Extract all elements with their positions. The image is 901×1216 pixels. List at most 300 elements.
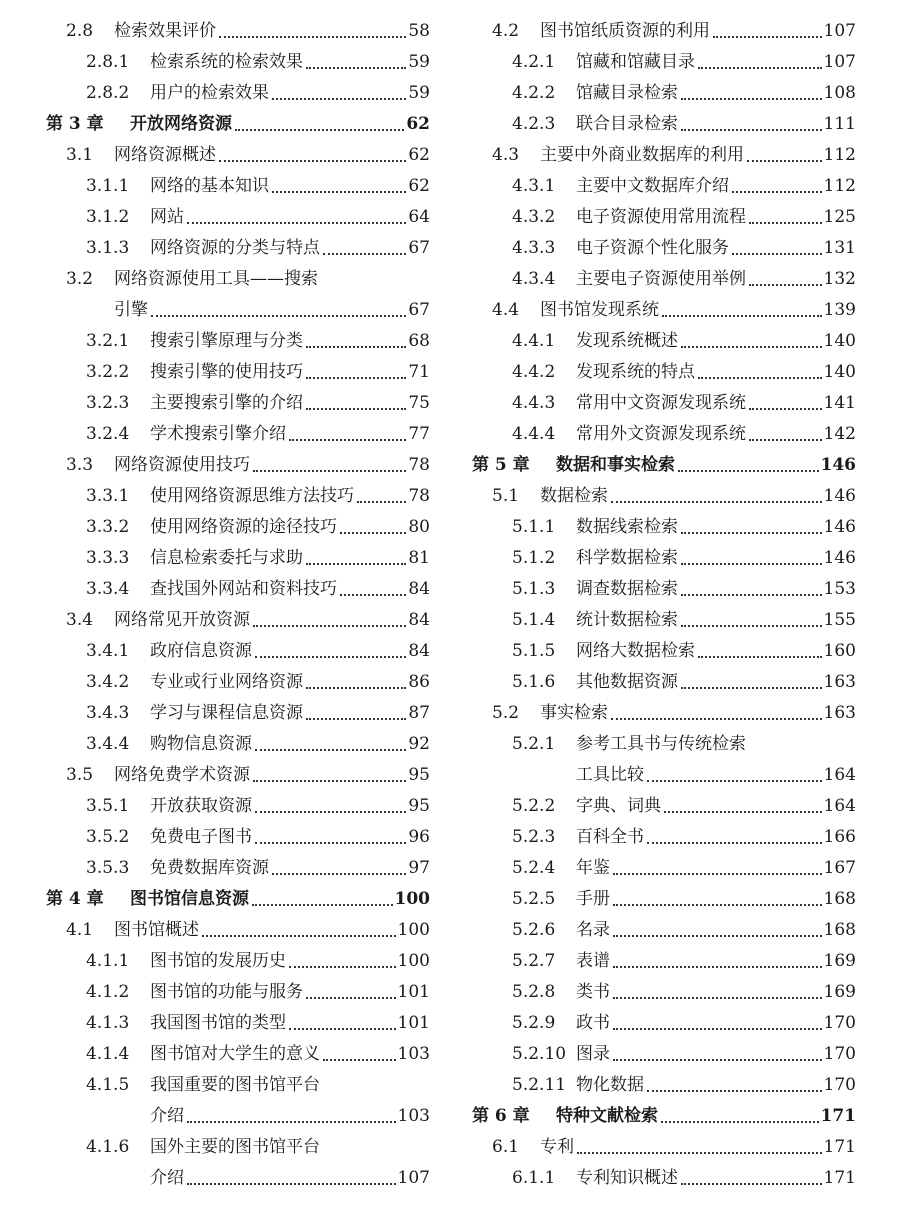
toc-entry-sub xyxy=(46,47,430,78)
toc-entry-sub xyxy=(46,1070,430,1101)
toc-entry-number: 5.2 xyxy=(492,703,520,723)
toc-entry-number: 4.2.1 xyxy=(512,52,556,72)
dot-leader xyxy=(306,718,406,720)
toc-entry-title: 数据线索检索 xyxy=(576,517,678,537)
toc-entry-title: 图书馆对大学生的意义 xyxy=(150,1044,320,1064)
dot-leader xyxy=(698,377,822,379)
toc-entry-title: 馆藏目录检索 xyxy=(576,83,678,103)
toc-entry-page: 108 xyxy=(823,83,856,103)
toc-entry-sub xyxy=(472,853,856,884)
toc-entry-page: 164 xyxy=(823,765,856,785)
toc-entry-title: 图书馆概述 xyxy=(114,920,199,940)
toc-entry-title: 网络资源的分类与特点 xyxy=(150,238,320,258)
toc-entry-sub xyxy=(472,915,856,946)
toc-entry-title: 我国图书馆的类型 xyxy=(150,1013,286,1033)
dot-leader xyxy=(749,439,822,441)
dot-leader xyxy=(611,501,822,503)
toc-entry-number: 3.1 xyxy=(66,145,94,165)
toc-entry-number: 5.2.5 xyxy=(512,889,556,909)
toc-entry-title: 物化数据 xyxy=(576,1075,644,1095)
toc-entry-sub xyxy=(472,202,856,233)
toc-entry-title: 事实检索 xyxy=(540,703,608,723)
toc-entry-sub xyxy=(46,388,430,419)
toc-entry-number: 2.8.1 xyxy=(86,52,130,72)
toc-entry-chapter xyxy=(46,884,430,915)
toc-entry-sub xyxy=(46,78,430,109)
toc-entry-sub xyxy=(46,326,430,357)
toc-entry-title: 专利知识概述 xyxy=(576,1168,678,1188)
toc-entry-title: 表谱 xyxy=(576,951,610,971)
toc-entry-page: 166 xyxy=(823,827,856,847)
toc-entry-page: 171 xyxy=(823,1168,856,1188)
toc-entry-title: 搜索引擎的使用技巧 xyxy=(150,362,303,382)
dot-leader xyxy=(151,315,406,317)
toc-entry-number: 3.4.2 xyxy=(86,672,130,692)
toc-entry-title: 开放获取资源 xyxy=(150,796,252,816)
toc-entry-title: 特种文献检索 xyxy=(556,1106,658,1126)
toc-entry-number: 5.2.4 xyxy=(512,858,556,878)
toc-entry-page: 58 xyxy=(408,21,430,41)
toc-entry-title: 政书 xyxy=(576,1013,610,1033)
toc-entry-chapter xyxy=(46,109,430,140)
toc-entry-page: 171 xyxy=(823,1137,856,1157)
toc-entry-section xyxy=(472,295,856,326)
toc-entry-number: 4.3.2 xyxy=(512,207,556,227)
dot-leader xyxy=(272,191,406,193)
toc-entry-title: 开放网络资源 xyxy=(130,114,232,134)
dot-leader xyxy=(219,36,406,38)
toc-entry-number: 4.3 xyxy=(492,145,520,165)
toc-entry-page: 153 xyxy=(823,579,856,599)
dot-leader xyxy=(747,160,822,162)
toc-entry-section xyxy=(46,605,430,636)
dot-leader xyxy=(613,904,822,906)
toc-entry-number: 3.1.3 xyxy=(86,238,130,258)
toc-entry-sub xyxy=(46,233,430,264)
toc-entry-page: 100 xyxy=(397,951,430,971)
dot-leader xyxy=(681,687,822,689)
toc-entry-number: 5.2.1 xyxy=(512,734,556,754)
dot-leader xyxy=(323,253,406,255)
toc-entry-page: 131 xyxy=(823,238,856,258)
dot-leader xyxy=(749,222,822,224)
toc-entry-page: 140 xyxy=(823,331,856,351)
toc-entry-number: 3.3.4 xyxy=(86,579,130,599)
toc-entry-title: 专业或行业网络资源 xyxy=(150,672,303,692)
toc-entry-number: 4.1 xyxy=(66,920,94,940)
toc-entry-page: 59 xyxy=(408,52,430,72)
toc-entry-number: 5.2.8 xyxy=(512,982,556,1002)
dot-leader xyxy=(681,346,822,348)
dot-leader xyxy=(323,1059,396,1061)
toc-entry-number: 3.1.1 xyxy=(86,176,130,196)
dot-leader xyxy=(681,563,822,565)
toc-entry-sub xyxy=(46,729,430,760)
dot-leader xyxy=(613,966,822,968)
toc-entry-number: 4.1.2 xyxy=(86,982,130,1002)
toc-entry-title: 图书馆的功能与服务 xyxy=(150,982,303,1002)
toc-entry-page: 95 xyxy=(408,765,430,785)
toc-entry-title: 学习与课程信息资源 xyxy=(150,703,303,723)
toc-entry-page: 81 xyxy=(408,548,430,568)
toc-entry-page: 168 xyxy=(823,889,856,909)
toc-entry-number: 4.4.2 xyxy=(512,362,556,382)
toc-entry-sub xyxy=(472,1070,856,1101)
toc-entry-number: 3.4.1 xyxy=(86,641,130,661)
toc-column-left xyxy=(46,16,430,1194)
toc-entry-page: 140 xyxy=(823,362,856,382)
toc-entry-sub xyxy=(472,884,856,915)
toc-entry-sub xyxy=(472,264,856,295)
toc-entry-sub xyxy=(472,729,856,760)
toc-entry-sub xyxy=(46,946,430,977)
toc-entry-page: 67 xyxy=(408,238,430,258)
toc-entry-number: 3.2.1 xyxy=(86,331,130,351)
toc-entry-sub xyxy=(472,419,856,450)
toc-entry-title: 我国重要的图书馆平台 xyxy=(150,1075,320,1095)
toc-entry-section xyxy=(472,1132,856,1163)
toc-entry-title: 使用网络资源的途径技巧 xyxy=(150,517,337,537)
toc-entry-number: 5.1.5 xyxy=(512,641,556,661)
toc-entry-title: 网络资源使用工具——搜索 xyxy=(114,269,318,289)
toc-entry-sub xyxy=(46,171,430,202)
toc-entry-page: 84 xyxy=(408,579,430,599)
toc-column-right xyxy=(472,16,856,1194)
toc-entry-title: 科学数据检索 xyxy=(576,548,678,568)
toc-entry-page: 75 xyxy=(408,393,430,413)
toc-entry-title: 查找国外网站和资料技巧 xyxy=(150,579,337,599)
toc-entry-page: 67 xyxy=(408,300,430,320)
toc-entry-number: 3.4 xyxy=(66,610,94,630)
toc-entry-title: 信息检索委托与求助 xyxy=(150,548,303,568)
toc-entry-number: 3.3.3 xyxy=(86,548,130,568)
dot-leader xyxy=(272,98,406,100)
toc-entry-title: 网络大数据检索 xyxy=(576,641,695,661)
dot-leader xyxy=(681,129,822,131)
toc-entry-page: 168 xyxy=(823,920,856,940)
toc-entry-cont-sub xyxy=(472,760,856,791)
dot-leader xyxy=(252,904,393,906)
toc-entry-title: 图书馆的发展历史 xyxy=(150,951,286,971)
toc-entry-number: 5.2.9 xyxy=(512,1013,556,1033)
toc-entry-title: 介绍 xyxy=(150,1168,184,1188)
toc-entry-sub xyxy=(46,636,430,667)
toc-entry-number: 3.5.1 xyxy=(86,796,130,816)
toc-entry-section xyxy=(46,16,430,47)
toc-entry-sub xyxy=(46,543,430,574)
toc-entry-title: 主要中外商业数据库的利用 xyxy=(540,145,744,165)
toc-entry-title: 使用网络资源思维方法技巧 xyxy=(150,486,354,506)
toc-entry-page: 77 xyxy=(408,424,430,444)
toc-entry-page: 167 xyxy=(823,858,856,878)
toc-entry-page: 142 xyxy=(823,424,856,444)
toc-entry-sub xyxy=(46,574,430,605)
toc-entry-sub xyxy=(46,1132,430,1163)
toc-entry-title: 介绍 xyxy=(150,1106,184,1126)
toc-entry-page: 68 xyxy=(408,331,430,351)
toc-entry-page: 100 xyxy=(394,889,430,909)
toc-entry-number: 5.2.10 xyxy=(512,1044,567,1064)
toc-entry-number: 4.2.3 xyxy=(512,114,556,134)
toc-entry-number: 5.1.6 xyxy=(512,672,556,692)
dot-leader xyxy=(611,718,822,720)
toc-entry-number: 3.5.2 xyxy=(86,827,130,847)
toc-entry-page: 103 xyxy=(397,1106,430,1126)
dot-leader xyxy=(306,408,406,410)
toc-entry-title: 调查数据检索 xyxy=(576,579,678,599)
toc-entry-page: 125 xyxy=(823,207,856,227)
toc-entry-number: 6.1.1 xyxy=(512,1168,556,1188)
toc-entry-number: 6.1 xyxy=(492,1137,520,1157)
toc-entry-page: 170 xyxy=(823,1013,856,1033)
toc-entry-number: 5.1.4 xyxy=(512,610,556,630)
toc-entry-page: 170 xyxy=(823,1075,856,1095)
toc-entry-sub xyxy=(472,78,856,109)
toc-entry-number: 5.1.2 xyxy=(512,548,556,568)
toc-entry-page: 97 xyxy=(408,858,430,878)
toc-entry-title: 专利 xyxy=(540,1137,574,1157)
toc-entry-number: 2.8 xyxy=(66,21,94,41)
toc-entry-title: 政府信息资源 xyxy=(150,641,252,661)
dot-leader xyxy=(749,284,822,286)
dot-leader xyxy=(613,1059,822,1061)
dot-leader xyxy=(647,842,822,844)
toc-entry-number: 2.8.2 xyxy=(86,83,130,103)
toc-entry-page: 84 xyxy=(408,641,430,661)
dot-leader xyxy=(340,594,406,596)
toc-entry-sub xyxy=(472,574,856,605)
toc-entry-sub xyxy=(472,636,856,667)
toc-entry-number: 4.4.4 xyxy=(512,424,556,444)
toc-entry-number: 5.2.11 xyxy=(512,1075,567,1095)
toc-entry-cont-sub xyxy=(46,1163,430,1194)
dot-leader xyxy=(681,532,822,534)
toc-entry-number: 4.4 xyxy=(492,300,520,320)
dot-leader xyxy=(306,687,406,689)
toc-entry-number: 4.4.1 xyxy=(512,331,556,351)
toc-entry-title: 用户的检索效果 xyxy=(150,83,269,103)
toc-entry-page: 146 xyxy=(823,517,856,537)
toc-entry-sub xyxy=(46,481,430,512)
toc-entry-title: 参考工具书与传统检索 xyxy=(576,734,746,754)
toc-entry-page: 146 xyxy=(823,548,856,568)
toc-entry-title: 电子资源个性化服务 xyxy=(576,238,729,258)
toc-entry-section xyxy=(46,915,430,946)
toc-entry-page: 163 xyxy=(823,672,856,692)
toc-entry-title: 主要搜索引擎的介绍 xyxy=(150,393,303,413)
toc-entry-title: 网络资源概述 xyxy=(114,145,216,165)
toc-entry-title: 国外主要的图书馆平台 xyxy=(150,1137,320,1157)
toc-entry-page: 103 xyxy=(397,1044,430,1064)
toc-entry-page: 78 xyxy=(408,455,430,475)
toc-entry-section xyxy=(46,450,430,481)
dot-leader xyxy=(749,408,822,410)
dot-leader xyxy=(289,966,396,968)
toc-entry-title: 发现系统概述 xyxy=(576,331,678,351)
toc-entry-number: 4.4.3 xyxy=(512,393,556,413)
toc-entry-page: 95 xyxy=(408,796,430,816)
toc-entry-page: 86 xyxy=(408,672,430,692)
toc-entry-sub xyxy=(46,667,430,698)
toc-entry-title: 常用中文资源发现系统 xyxy=(576,393,746,413)
dot-leader xyxy=(357,501,406,503)
toc-entry-sub xyxy=(472,822,856,853)
dot-leader xyxy=(681,98,822,100)
toc-entry-number: 4.1.4 xyxy=(86,1044,130,1064)
toc-entry-page: 64 xyxy=(408,207,430,227)
toc-entry-title: 引擎 xyxy=(114,300,148,320)
toc-entry-number: 4.1.6 xyxy=(86,1137,130,1157)
toc-entry-page: 112 xyxy=(823,145,856,165)
toc-entry-number: 3.3.2 xyxy=(86,517,130,537)
toc-entry-number: 4.1.1 xyxy=(86,951,130,971)
toc-entry-number: 3.4.3 xyxy=(86,703,130,723)
toc-entry-number: 5.2.6 xyxy=(512,920,556,940)
toc-entry-title: 工具比较 xyxy=(576,765,644,785)
toc-entry-page: 87 xyxy=(408,703,430,723)
dot-leader xyxy=(732,253,822,255)
toc-entry-title: 网络常见开放资源 xyxy=(114,610,250,630)
toc-entry-number: 3.2.2 xyxy=(86,362,130,382)
toc-entry-number: 4.3.1 xyxy=(512,176,556,196)
toc-entry-title: 年鉴 xyxy=(576,858,610,878)
dot-leader xyxy=(647,1090,822,1092)
dot-leader xyxy=(613,935,822,937)
toc-entry-cont-sub xyxy=(46,1101,430,1132)
toc-entry-page: 62 xyxy=(408,145,430,165)
toc-entry-section xyxy=(46,140,430,171)
toc-entry-section xyxy=(472,16,856,47)
dot-leader xyxy=(255,656,406,658)
toc-entry-sub xyxy=(472,171,856,202)
dot-leader xyxy=(613,1028,822,1030)
toc-entry-sub xyxy=(472,667,856,698)
toc-entry-number: 第 4 章 xyxy=(46,889,104,909)
toc-entry-chapter xyxy=(472,450,856,481)
dot-leader xyxy=(732,191,822,193)
toc-entry-title: 网络免费学术资源 xyxy=(114,765,250,785)
toc-entry-number: 3.4.4 xyxy=(86,734,130,754)
dot-leader xyxy=(253,470,406,472)
toc-entry-page: 146 xyxy=(823,486,856,506)
dot-leader xyxy=(255,811,406,813)
toc-entry-title: 数据和事实检索 xyxy=(556,455,675,475)
dot-leader xyxy=(681,625,822,627)
toc-entry-sub xyxy=(472,326,856,357)
dot-leader xyxy=(202,935,396,937)
toc-entry-page: 155 xyxy=(823,610,856,630)
dot-leader xyxy=(235,129,404,131)
toc-entry-sub xyxy=(472,233,856,264)
toc-entry-title: 联合目录检索 xyxy=(576,114,678,134)
toc-entry-sub xyxy=(46,853,430,884)
toc-entry-title: 图书馆纸质资源的利用 xyxy=(540,21,710,41)
dot-leader xyxy=(306,997,396,999)
dot-leader xyxy=(306,346,406,348)
toc-entry-number: 4.1.3 xyxy=(86,1013,130,1033)
toc-entry-sub xyxy=(472,109,856,140)
toc-entry-number: 4.2.2 xyxy=(512,83,556,103)
toc-entry-sub xyxy=(472,1008,856,1039)
toc-entry-page: 71 xyxy=(408,362,430,382)
toc-entry-sub xyxy=(472,946,856,977)
dot-leader xyxy=(306,377,406,379)
toc-entry-page: 92 xyxy=(408,734,430,754)
toc-entry-page: 107 xyxy=(397,1168,430,1188)
toc-entry-sub xyxy=(472,605,856,636)
toc-entry-sub xyxy=(46,202,430,233)
toc-entry-title: 图书馆信息资源 xyxy=(130,889,249,909)
toc-entry-section xyxy=(472,481,856,512)
toc-entry-page: 132 xyxy=(823,269,856,289)
toc-entry-page: 62 xyxy=(408,176,430,196)
toc-entry-number: 5.1.1 xyxy=(512,517,556,537)
toc-entry-title: 字典、词典 xyxy=(576,796,661,816)
toc-entry-sub xyxy=(472,1039,856,1070)
toc-entry-number: 4.3.3 xyxy=(512,238,556,258)
toc-entry-page: 101 xyxy=(397,1013,430,1033)
toc-entry-number: 3.2 xyxy=(66,269,94,289)
toc-entry-sub xyxy=(46,512,430,543)
dot-leader xyxy=(255,842,406,844)
toc-entry-cont-sec xyxy=(46,295,430,326)
toc-entry-page: 59 xyxy=(408,83,430,103)
dot-leader xyxy=(306,67,406,69)
dot-leader xyxy=(713,36,822,38)
toc-entry-number: 5.1.3 xyxy=(512,579,556,599)
toc-entry-page: 107 xyxy=(823,52,856,72)
dot-leader xyxy=(661,1121,819,1123)
toc-entry-title: 网络资源使用技巧 xyxy=(114,455,250,475)
toc-entry-title: 发现系统的特点 xyxy=(576,362,695,382)
toc-entry-sub xyxy=(472,47,856,78)
toc-entry-title: 搜索引擎原理与分类 xyxy=(150,331,303,351)
toc-entry-page: 164 xyxy=(823,796,856,816)
toc-entry-page: 112 xyxy=(823,176,856,196)
toc-entry-page: 141 xyxy=(823,393,856,413)
toc-entry-page: 169 xyxy=(823,982,856,1002)
toc-entry-page: 80 xyxy=(408,517,430,537)
dot-leader xyxy=(340,532,406,534)
toc-entry-number: 第 3 章 xyxy=(46,114,104,134)
toc-entry-number: 5.2.3 xyxy=(512,827,556,847)
toc-entry-page: 111 xyxy=(823,114,856,134)
dot-leader xyxy=(613,997,822,999)
toc-entry-number: 3.1.2 xyxy=(86,207,130,227)
toc-entry-page: 101 xyxy=(397,982,430,1002)
dot-leader xyxy=(289,1028,396,1030)
dot-leader xyxy=(253,625,406,627)
toc-entry-page: 78 xyxy=(408,486,430,506)
toc-entry-sub xyxy=(472,1163,856,1194)
dot-leader xyxy=(187,222,406,224)
toc-entry-sub xyxy=(472,977,856,1008)
toc-entry-title: 常用外文资源发现系统 xyxy=(576,424,746,444)
toc-entry-title: 网络的基本知识 xyxy=(150,176,269,196)
dot-leader xyxy=(306,563,406,565)
toc-entry-number: 第 6 章 xyxy=(472,1106,530,1126)
toc-entry-sub xyxy=(472,791,856,822)
toc-entry-title: 网站 xyxy=(150,207,184,227)
toc-entry-title: 图书馆发现系统 xyxy=(540,300,659,320)
dot-leader xyxy=(662,315,822,317)
toc-entry-sub xyxy=(46,698,430,729)
toc-entry-page: 163 xyxy=(823,703,856,723)
toc-entry-page: 160 xyxy=(823,641,856,661)
toc-entry-sub xyxy=(472,512,856,543)
toc-entry-page: 107 xyxy=(823,21,856,41)
toc-entry-title: 其他数据资源 xyxy=(576,672,678,692)
